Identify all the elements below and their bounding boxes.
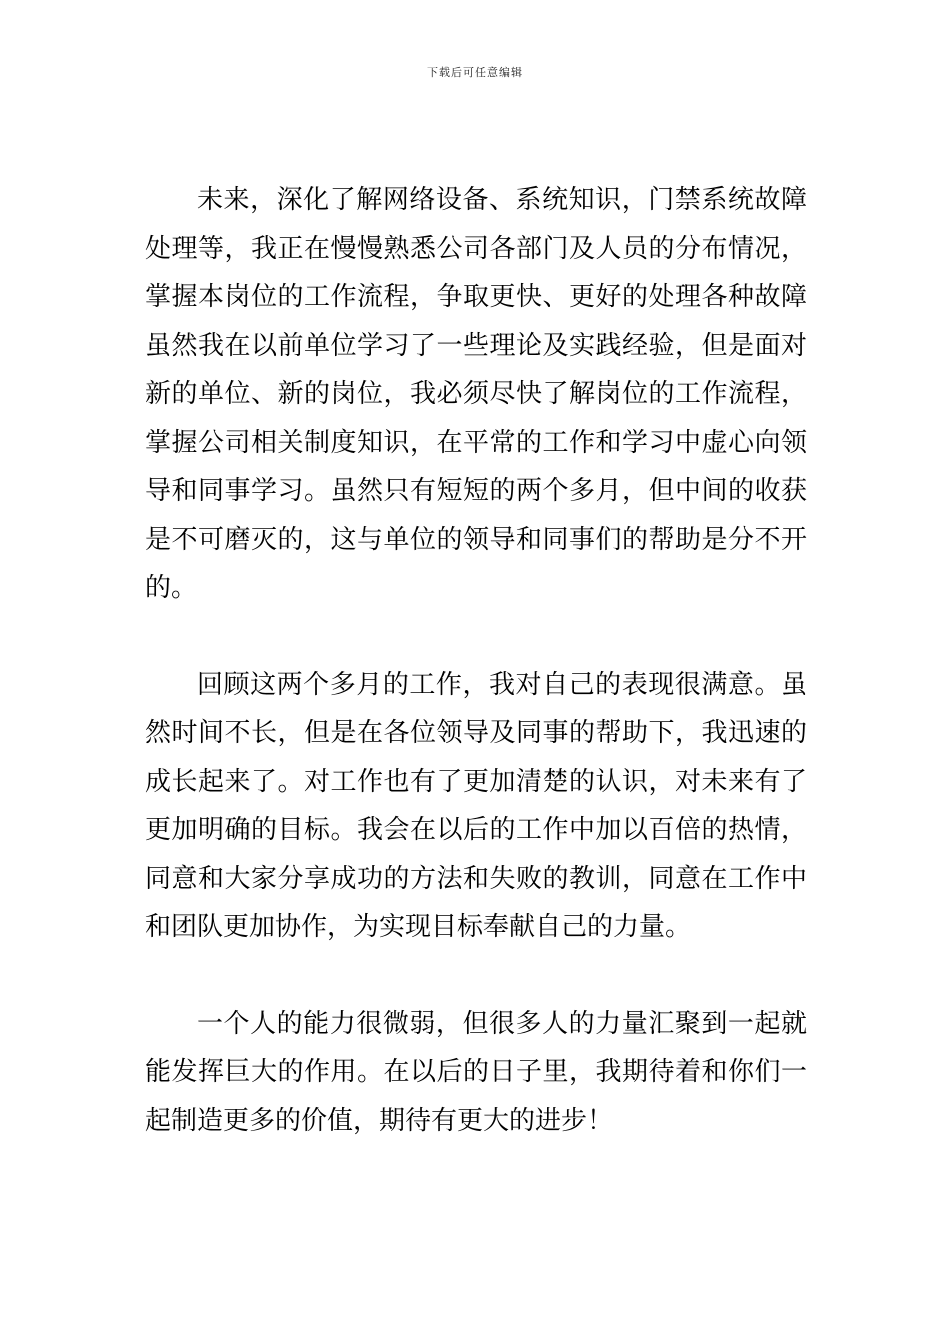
paragraph-review: 回顾这两个多月的工作，我对自己的表现很满意。虽然时间不长，但是在各位领导及同事的帮助下，我迅速的成长起来了。对工作也有了更加清楚的认识，对未来有了更加明确的目标。我会在以后的工作中加以百倍的热情，同意和大家分享成功的方法和失败的教训，同意在工作中和团队更加协作，为实现目标奉献自己的力量。 <box>145 669 807 942</box>
document-body <box>145 176 807 1145</box>
paragraph-future-plans: 未来，深化了解网络设备、系统知识，门禁系统故障处理等，我正在慢慢熟悉公司各部门及人员的分布情况，掌握本岗位的工作流程，争取更快、更好的处理各种故障虽然我在以前单位学习了一些理论及实践经验，但是面对新的单位、新的岗位，我必须尽快了解岗位的工作流程，掌握公司相关制度知识，在平常的工作和学习中虚心向领导和同事学习。虽然只有短短的两个多月，但中间的收获是不可磨灭的，这与单位的领导和同事们的帮助是分不开的。 <box>145 185 807 603</box>
header-note: 下载后可任意编辑 <box>427 66 523 79</box>
paragraph-closing: 一个人的能力很微弱，但很多人的力量汇聚到一起就能发挥巨大的作用。在以后的日子里，我期待着和你们一起制造更多的价值，期待有更大的进步！ <box>145 1008 807 1136</box>
